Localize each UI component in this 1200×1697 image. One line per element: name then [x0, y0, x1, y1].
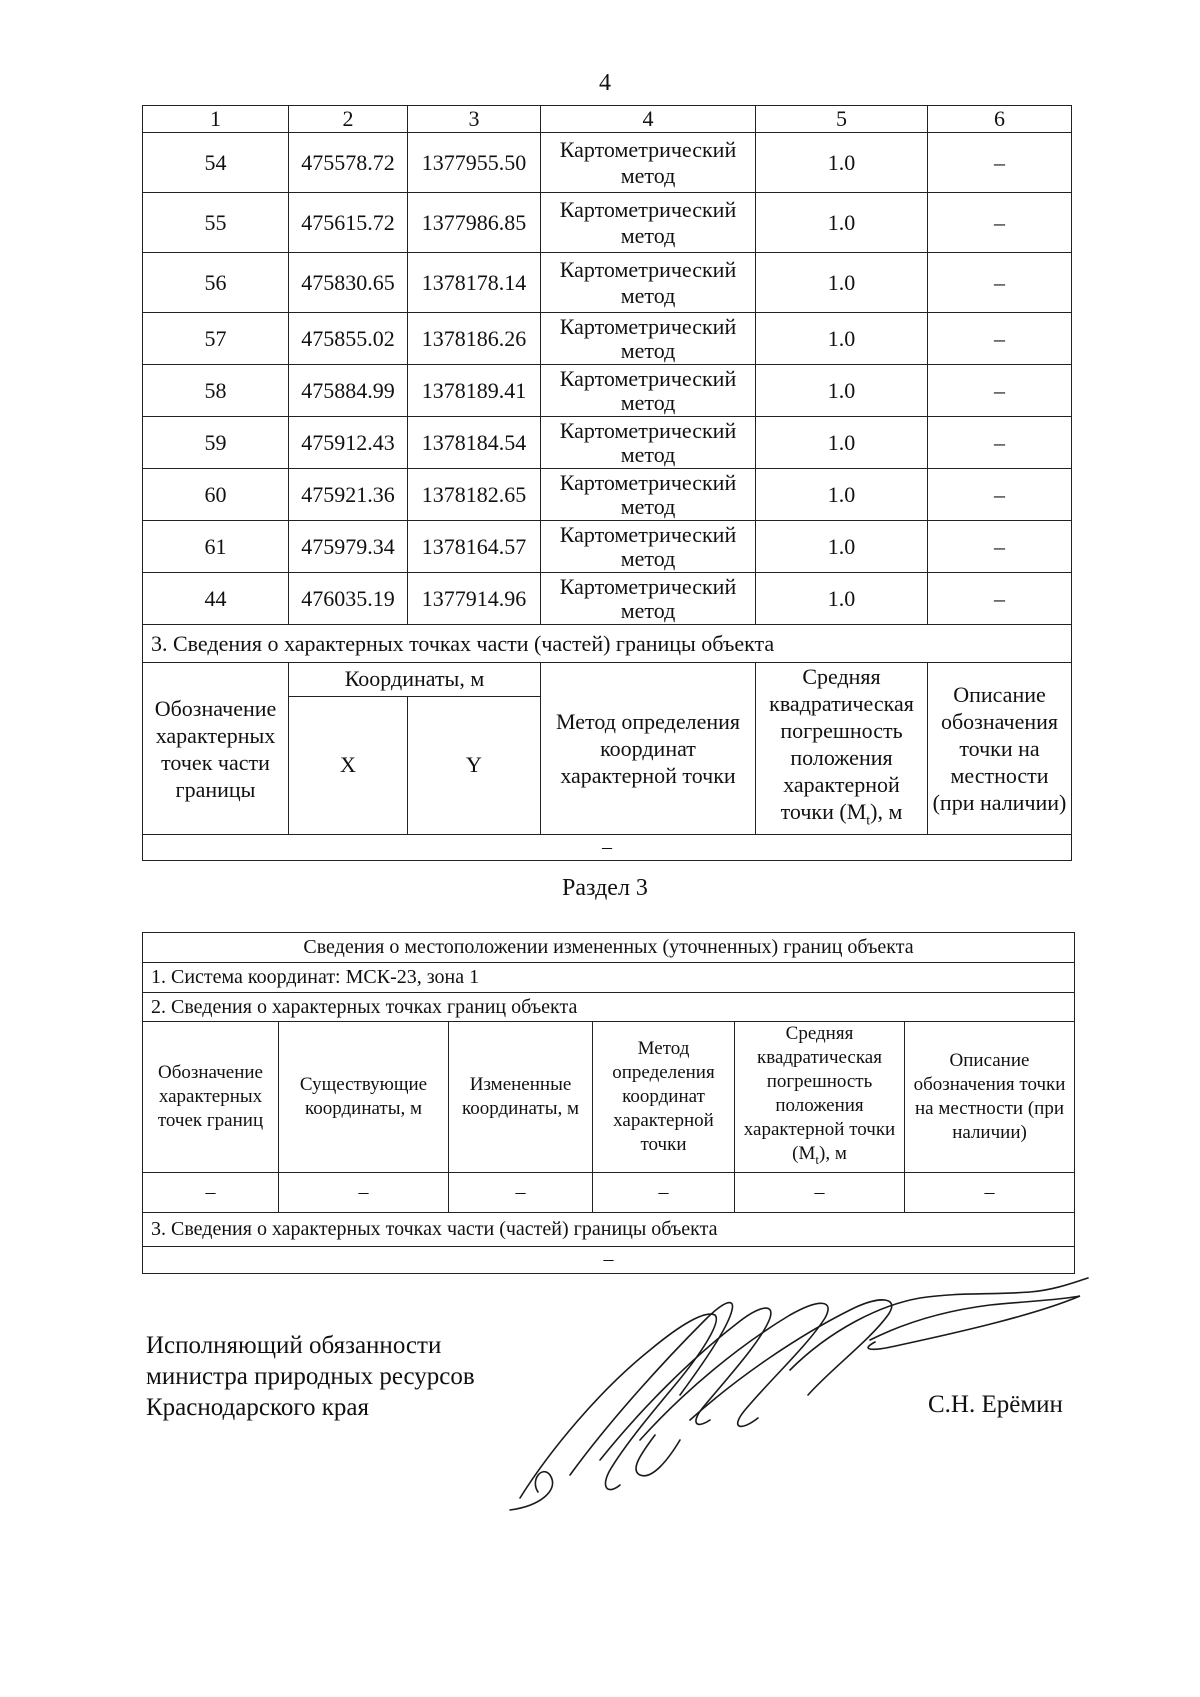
- x-coordinate: 475615.72: [289, 193, 408, 253]
- header-method: Метод определения координат характерной точки: [541, 663, 756, 835]
- dash-cell: –: [735, 1172, 905, 1212]
- y-coordinate: 1378164.57: [408, 521, 541, 573]
- table-title: Сведения о местоположении измененных (уточненных) границ объекта: [143, 933, 1075, 963]
- column-numbers-row: [143, 106, 1072, 133]
- dash-cell: –: [593, 1172, 735, 1212]
- table-title-row: [143, 933, 1075, 963]
- column-number: 1: [143, 106, 289, 133]
- table-row: [143, 193, 1072, 253]
- position-line: Исполняющий обязанности: [146, 1332, 442, 1359]
- y-coordinate: 1377986.85: [408, 193, 541, 253]
- column-number: 4: [541, 106, 756, 133]
- handwritten-signature: [490, 1270, 1090, 1520]
- description-value: –: [928, 365, 1072, 417]
- x-coordinate: 475884.99: [289, 365, 408, 417]
- header-changed: Измененные координаты, м: [449, 1022, 593, 1173]
- description-value: –: [928, 313, 1072, 365]
- point-number: 54: [143, 133, 289, 193]
- points-title: 2. Сведения о характерных точках границ объекта: [143, 993, 1075, 1022]
- accuracy-value: 1.0: [756, 313, 928, 365]
- y-coordinate: 1378186.26: [408, 313, 541, 365]
- page-number: 4: [599, 70, 611, 96]
- method-cell: Картометрический метод: [541, 573, 756, 625]
- description-value: –: [928, 253, 1072, 313]
- header-accuracy-subscript: t: [866, 813, 871, 829]
- accuracy-value: 1.0: [756, 253, 928, 313]
- accuracy-value: 1.0: [756, 469, 928, 521]
- method-cell: Картометрический метод: [541, 253, 756, 313]
- table-row: [143, 417, 1072, 469]
- point-number: 56: [143, 253, 289, 313]
- changed-boundaries-table: [142, 932, 1075, 1274]
- empty-row: [143, 835, 1072, 861]
- empty-dash: –: [143, 1246, 1075, 1273]
- point-number: 60: [143, 469, 289, 521]
- x-coordinate: 475912.43: [289, 417, 408, 469]
- section-heading: Раздел 3: [562, 875, 648, 901]
- y-coordinate: 1378182.65: [408, 469, 541, 521]
- coord-system-row: [143, 963, 1075, 993]
- point-number: 58: [143, 365, 289, 417]
- accuracy-value: 1.0: [756, 417, 928, 469]
- y-coordinate: 1378178.14: [408, 253, 541, 313]
- point-number: 61: [143, 521, 289, 573]
- section-title: 3. Сведения о характерных точках части (частей) границы объекта: [143, 1212, 1075, 1246]
- y-coordinate: 1378184.54: [408, 417, 541, 469]
- y-coordinate: 1377955.50: [408, 133, 541, 193]
- accuracy-value: 1.0: [756, 573, 928, 625]
- header-x: X: [289, 696, 408, 835]
- table-row: [143, 313, 1072, 365]
- table-row: [143, 365, 1072, 417]
- header-designation: Обозначение характерных точек части границы: [143, 663, 289, 835]
- y-coordinate: 1378189.41: [408, 365, 541, 417]
- description-value: –: [928, 417, 1072, 469]
- dash-cell: –: [905, 1172, 1075, 1212]
- description-value: –: [928, 521, 1072, 573]
- header-y: Y: [408, 696, 541, 835]
- dash-cell: –: [449, 1172, 593, 1212]
- point-number: 57: [143, 313, 289, 365]
- method-cell: Картометрический метод: [541, 365, 756, 417]
- x-coordinate: 475578.72: [289, 133, 408, 193]
- table-row: [143, 573, 1072, 625]
- table-row: [143, 253, 1072, 313]
- method-cell: Картометрический метод: [541, 133, 756, 193]
- coordinates-table: [142, 105, 1072, 861]
- description-value: –: [928, 133, 1072, 193]
- x-coordinate: 475855.02: [289, 313, 408, 365]
- column-number: 6: [928, 106, 1072, 133]
- coord-system: 1. Система координат: МСК-23, зона 1: [143, 963, 1075, 993]
- dash-row: [143, 1172, 1075, 1212]
- x-coordinate: 475830.65: [289, 253, 408, 313]
- signatory-name: С.Н. Ерёмин: [928, 1391, 1063, 1418]
- x-coordinate: 475921.36: [289, 469, 408, 521]
- accuracy-value: 1.0: [756, 133, 928, 193]
- points-title-row: [143, 993, 1075, 1022]
- description-value: –: [928, 573, 1072, 625]
- y-coordinate: 1377914.96: [408, 573, 541, 625]
- dash-cell: –: [143, 1172, 279, 1212]
- description-value: –: [928, 193, 1072, 253]
- position-line: Краснодарского края: [146, 1394, 369, 1421]
- method-cell: Картометрический метод: [541, 193, 756, 253]
- method-cell: Картометрический метод: [541, 313, 756, 365]
- header-existing: Существующие координаты, м: [279, 1022, 449, 1173]
- accuracy-value: 1.0: [756, 521, 928, 573]
- header-description: Описание обозначения точки на местности (при наличии): [905, 1022, 1075, 1173]
- header-row: [143, 1022, 1075, 1173]
- method-cell: Картометрический метод: [541, 521, 756, 573]
- table-row: [143, 469, 1072, 521]
- accuracy-value: 1.0: [756, 365, 928, 417]
- table-row: [143, 521, 1072, 573]
- header-description: Описание обозначения точки на местности (при наличии): [928, 663, 1072, 835]
- header-accuracy: Средняя квадратическая погрешность положения характерной точки $(M_t)$, м: [756, 663, 928, 835]
- section-title-row: [143, 625, 1072, 663]
- header-accuracy-subscript: t: [815, 1151, 819, 1167]
- header-method: Метод определения координат характерной точки: [593, 1022, 735, 1173]
- point-number: 44: [143, 573, 289, 625]
- description-value: –: [928, 469, 1072, 521]
- empty-dash: –: [143, 835, 1072, 861]
- header-row: [143, 663, 1072, 697]
- column-number: 3: [408, 106, 541, 133]
- dash-cell: –: [279, 1172, 449, 1212]
- header-accuracy: Средняя квадратическая погрешность положения характерной точки $(M_t)$, м: [735, 1022, 905, 1173]
- header-coordinates: Координаты, м: [289, 663, 541, 697]
- position-line: министра природных ресурсов: [146, 1363, 475, 1390]
- header-designation: Обозначение характерных точек границ: [143, 1022, 279, 1173]
- accuracy-value: 1.0: [756, 193, 928, 253]
- point-number: 55: [143, 193, 289, 253]
- method-cell: Картометрический метод: [541, 469, 756, 521]
- section-title-row: [143, 1212, 1075, 1246]
- section-title: 3. Сведения о характерных точках части (частей) границы объекта: [143, 625, 1072, 663]
- x-coordinate: 475979.34: [289, 521, 408, 573]
- x-coordinate: 476035.19: [289, 573, 408, 625]
- point-number: 59: [143, 417, 289, 469]
- signatory-position: [146, 1330, 475, 1423]
- column-number: 5: [756, 106, 928, 133]
- column-number: 2: [289, 106, 408, 133]
- method-cell: Картометрический метод: [541, 417, 756, 469]
- table-row: [143, 133, 1072, 193]
